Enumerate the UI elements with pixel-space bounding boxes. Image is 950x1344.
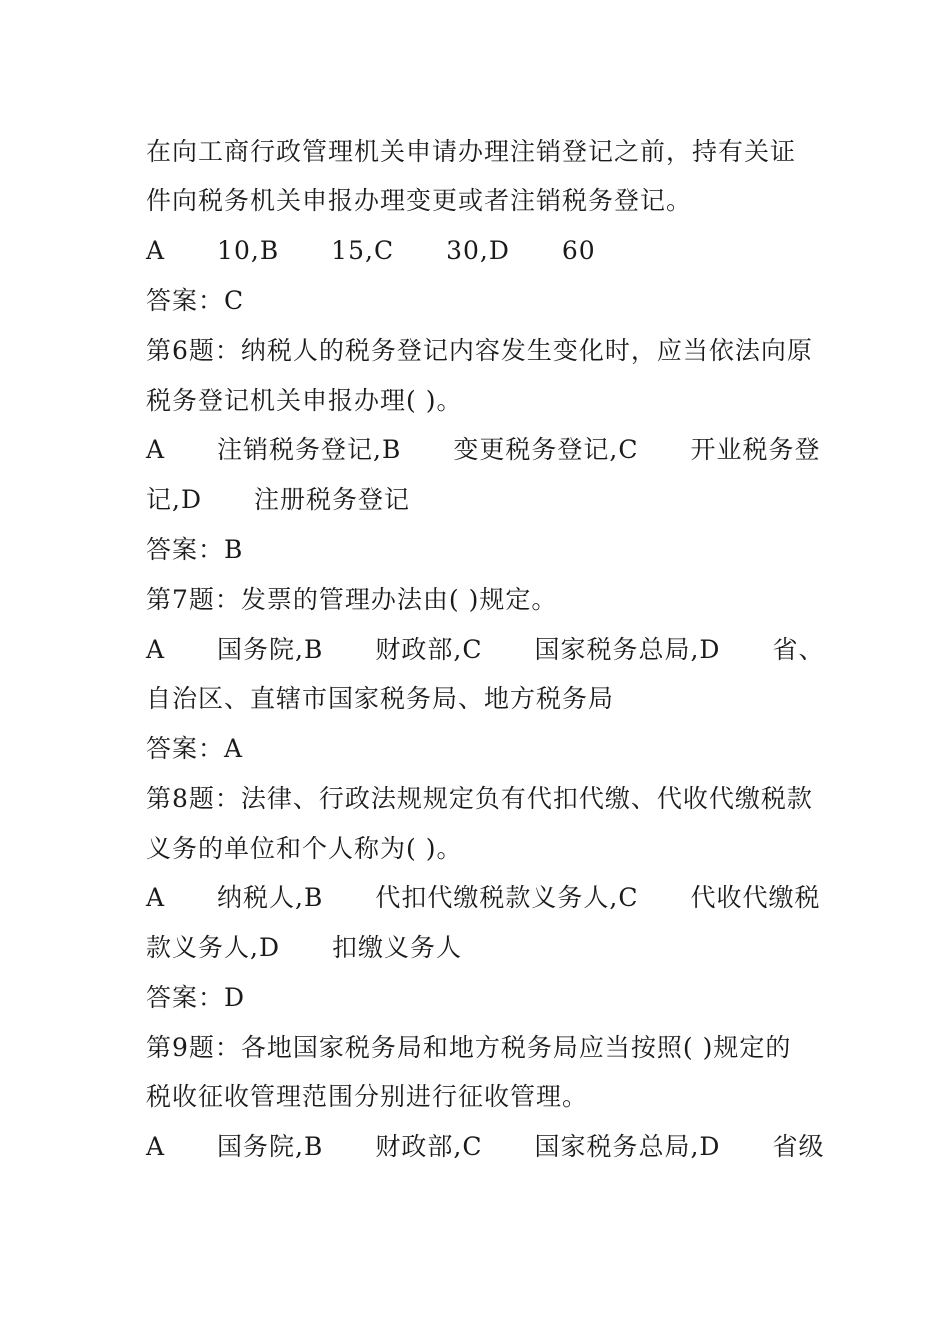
options-line: A 国务院,B 财政部,C 国家税务总局,D 省、 <box>146 635 825 664</box>
options-line: A 10,B 15,C 30,D 60 <box>146 236 596 265</box>
options-line: 款义务人,D 扣缴义务人 <box>146 933 462 962</box>
question-9-title: 第9题：各地国家税务局和地方税务局应当按照( )规定的 <box>146 1033 792 1062</box>
answer-line: 答案：C <box>146 286 245 315</box>
options-line: A 注销税务登记,B 变更税务登记,C 开业税务登 <box>146 435 821 464</box>
answer-line: 答案：D <box>146 983 246 1012</box>
answer-line: 答案：A <box>146 734 244 763</box>
text-line: 义务的单位和个人称为( )。 <box>146 834 463 863</box>
options-line: 记,D 注册税务登记 <box>146 485 410 514</box>
options-line: A 纳税人,B 代扣代缴税款义务人,C 代收代缴税 <box>146 883 821 912</box>
options-line: A 国务院,B 财政部,C 国家税务总局,D 省级 <box>146 1132 825 1161</box>
text-line: 在向工商行政管理机关申请办理注销登记之前，持有关证 <box>146 137 797 166</box>
options-line: 自治区、直辖市国家税务局、地方税务局 <box>146 684 615 713</box>
text-line: 件向税务机关申报办理变更或者注销税务登记。 <box>146 186 693 215</box>
question-7-title: 第7题：发票的管理办法由( )规定。 <box>146 585 558 614</box>
question-8-title: 第8题：法律、行政法规规定负有代扣代缴、代收代缴税款 <box>146 784 813 813</box>
answer-line: 答案：B <box>146 535 244 564</box>
question-6-title: 第6题：纳税人的税务登记内容发生变化时，应当依法向原 <box>146 336 813 365</box>
text-line: 税务登记机关申报办理( )。 <box>146 386 463 415</box>
text-line: 税收征收管理范围分别进行征收管理。 <box>146 1082 589 1111</box>
